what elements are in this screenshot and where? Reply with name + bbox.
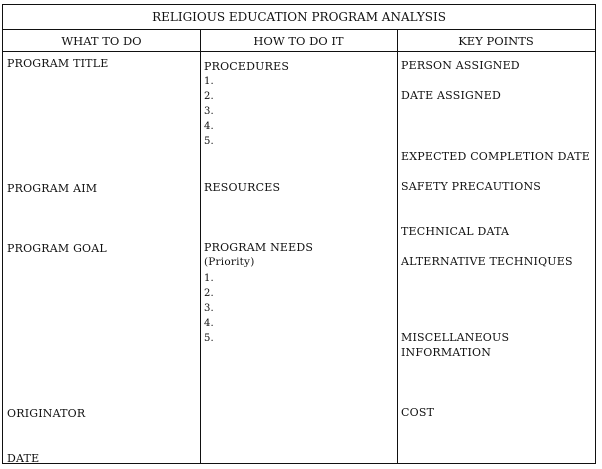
- needs-number: 4.: [204, 318, 214, 329]
- program-title-label: PROGRAM TITLE: [7, 57, 109, 70]
- safety-precautions-label: SAFETY PRECAUTIONS: [401, 180, 542, 193]
- program-needs-label: PROGRAM NEEDS: [204, 241, 314, 254]
- needs-number: 1.: [204, 273, 214, 284]
- program-aim-label: PROGRAM AIM: [7, 182, 98, 195]
- person-assigned-label: PERSON ASSIGNED: [401, 59, 520, 72]
- procedure-number: 5.: [204, 136, 214, 147]
- needs-number: 5.: [204, 333, 214, 344]
- procedure-number: 2.: [204, 91, 214, 102]
- needs-number: 2.: [204, 288, 214, 299]
- date-label: DATE: [7, 452, 40, 465]
- date-assigned-label: DATE ASSIGNED: [401, 89, 502, 102]
- information-label: INFORMATION: [401, 346, 492, 359]
- priority-label: (Priority): [204, 256, 255, 268]
- procedure-number: 3.: [204, 106, 214, 117]
- technical-data-label: TECHNICAL DATA: [401, 225, 510, 238]
- column-divider-1: [200, 29, 201, 463]
- needs-number: 3.: [204, 303, 214, 314]
- miscellaneous-label: MISCELLANEOUS: [401, 331, 510, 344]
- analysis-form: [2, 4, 596, 464]
- alternative-techniques-label: ALTERNATIVE TECHNIQUES: [401, 255, 573, 268]
- column-divider-2: [397, 29, 398, 463]
- title-divider: [3, 29, 595, 30]
- cost-label: COST: [401, 406, 435, 419]
- header-divider: [3, 51, 595, 52]
- header-how-to-do-it: HOW TO DO IT: [253, 34, 344, 48]
- header-what-to-do: WHAT TO DO: [61, 34, 142, 48]
- program-goal-label: PROGRAM GOAL: [7, 242, 107, 255]
- header-key-points: KEY POINTS: [458, 34, 534, 48]
- form-title: RELIGIOUS EDUCATION PROGRAM ANALYSIS: [152, 10, 446, 24]
- originator-label: ORIGINATOR: [7, 407, 86, 420]
- expected-completion-label: EXPECTED COMPLETION DATE: [401, 150, 590, 163]
- procedure-number: 1.: [204, 76, 214, 87]
- procedure-number: 4.: [204, 121, 214, 132]
- resources-label: RESOURCES: [204, 181, 281, 194]
- procedures-label: PROCEDURES: [204, 60, 290, 73]
